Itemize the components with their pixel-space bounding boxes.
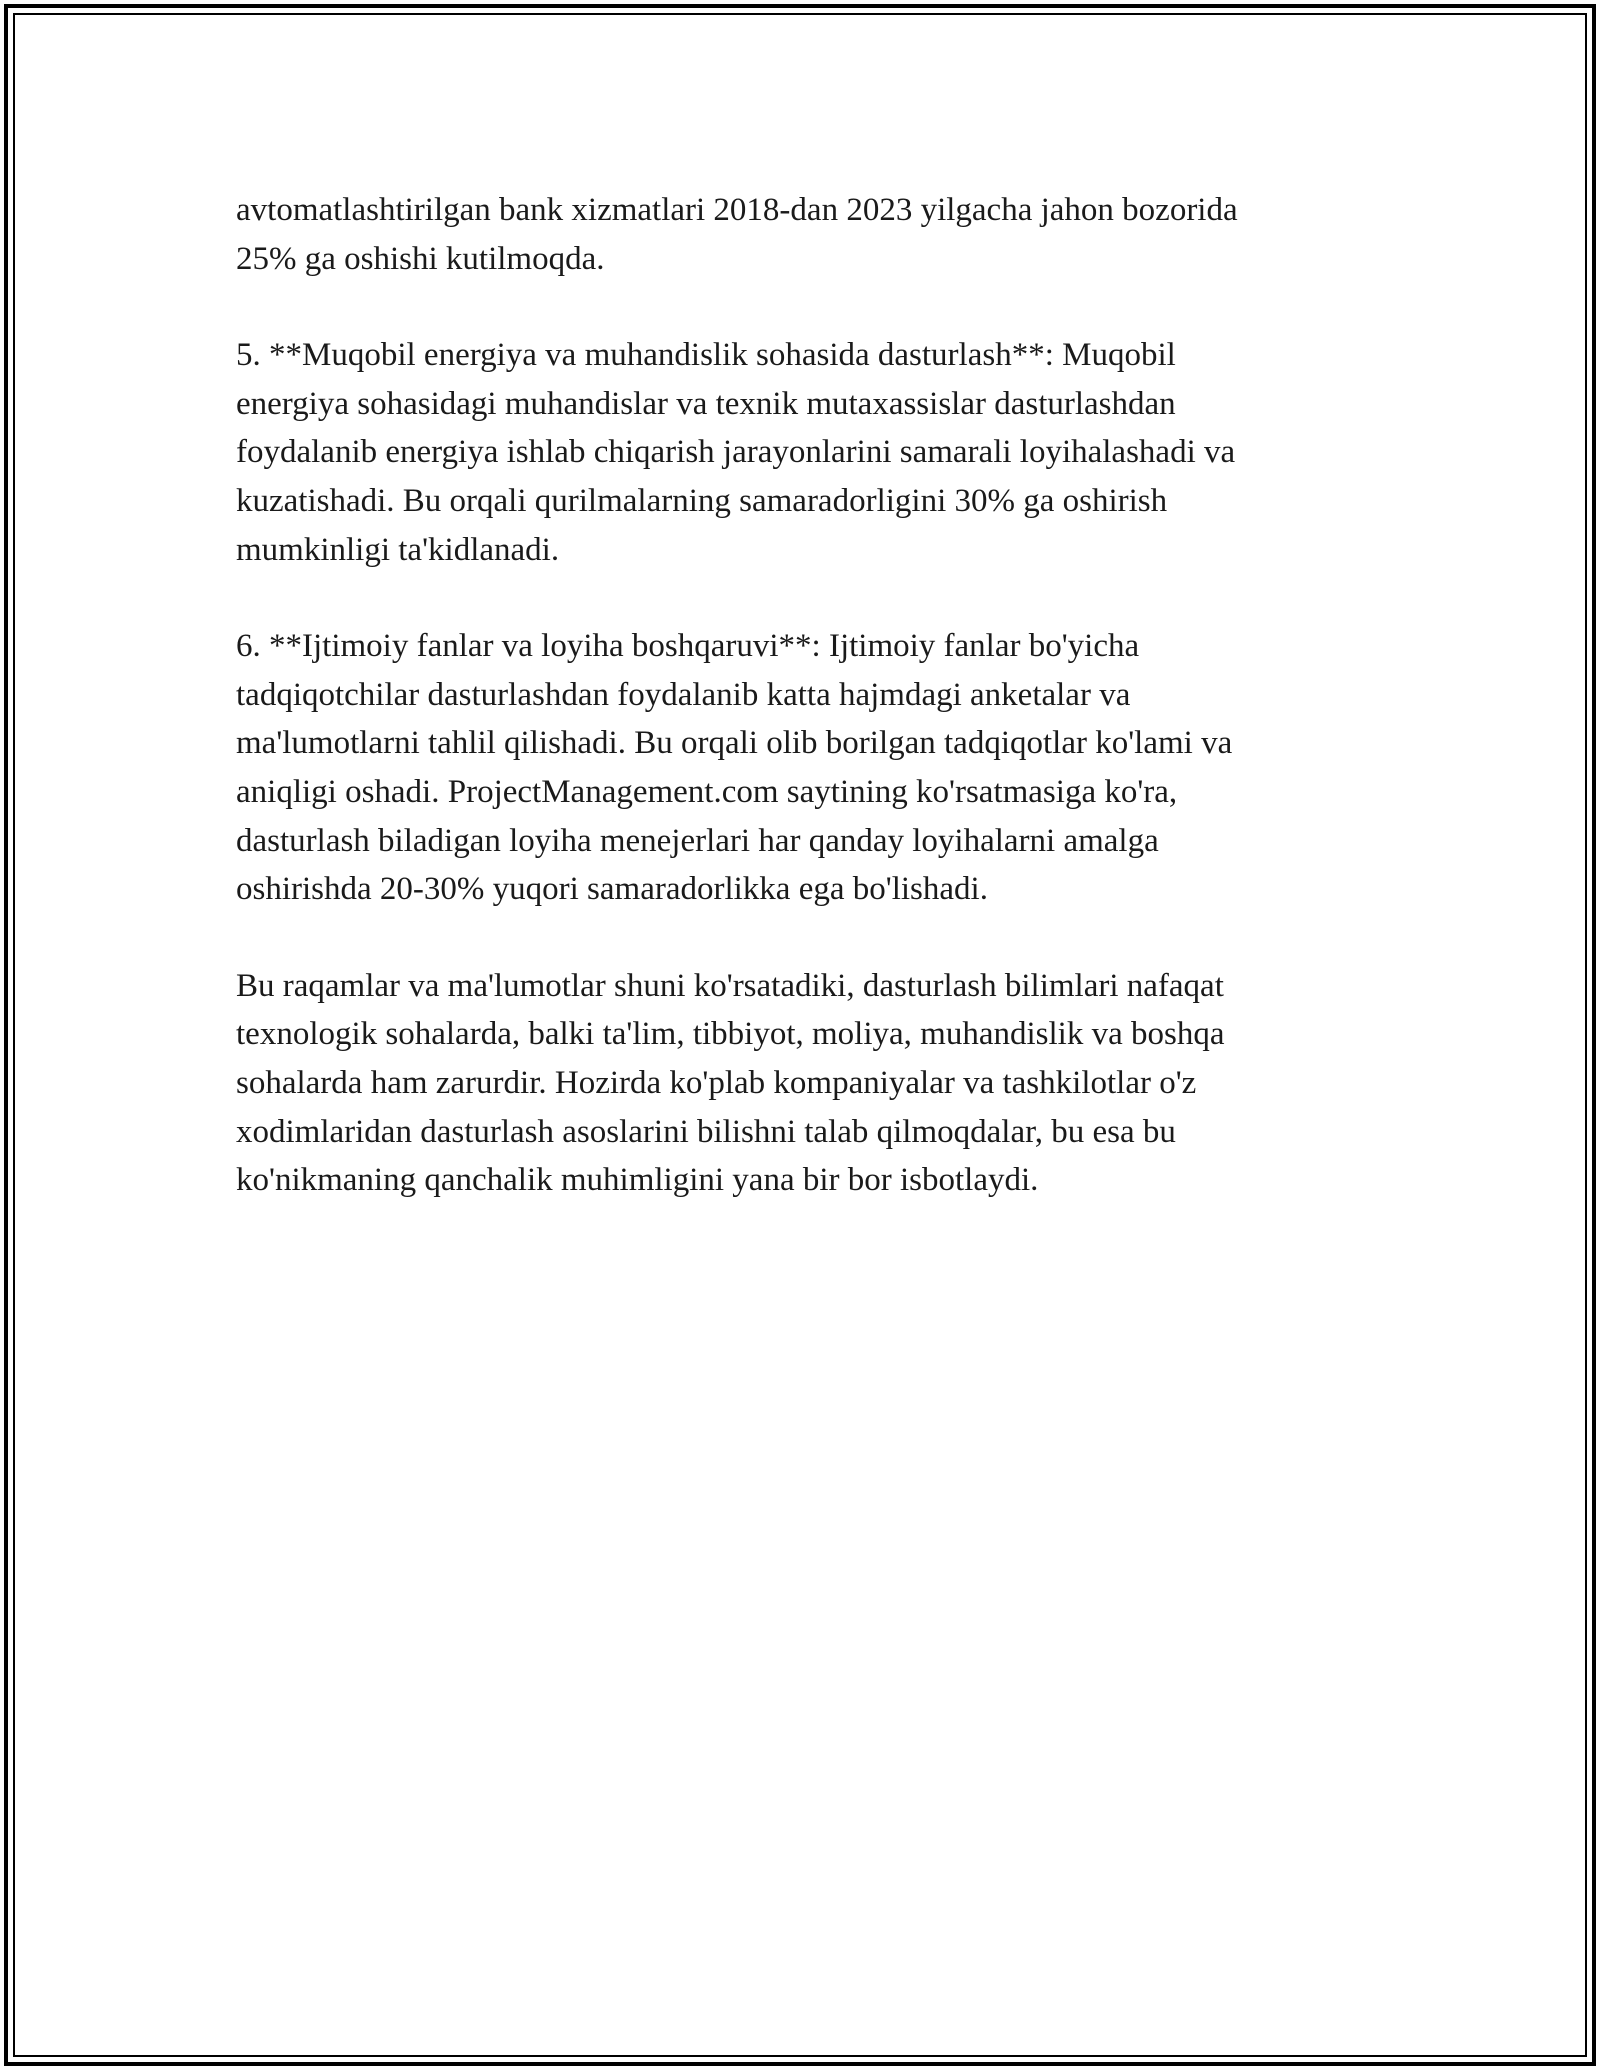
paragraph-item-5-energy: 5. **Muqobil energiya va muhandislik sohasida dasturlash**: Muqobil energiya sohasidagi muhandislar va texnik mutaxassislar dasturlashdan foydalanib energiya ishlab chiqarish jarayonlarini samarali loyihalashadi va kuzatishadi. Bu orqali qurilmalarning samaradorligini 30% ga oshirish mumkinligi ta'kidlanadi. bbox=[236, 337, 1236, 568]
paragraph-item-6-social-sciences: 6. **Ijtimoiy fanlar va loyiha boshqaruvi**: Ijtimoiy fanlar bo'yicha tadqiqotchilar dasturlashdan foydalanib katta hajmdagi anketalar va ma'lumotlarni tahlil qilishadi. Bu orqali olib borilgan tadqiqotlar ko'lami va aniqligi oshadi. ProjectManagement.com saytining ko'rsatmasiga ko'ra, dasturlash biladigan loyiha menejerlari har qanday loyihalarni amalga oshirishda 20-30% yuqori samaradorlikka ega bo'lishadi. bbox=[236, 628, 1233, 908]
paragraph-conclusion: Bu raqamlar va ma'lumotlar shuni ko'rsatadiki, dasturlash bilimlari nafaqat texnologik sohalarda, balki ta'lim, tibbiyot, moliya, muhandislik va boshqa sohalarda ham zarurdir. Hozirda ko'plab kompaniyalar va tashkilotlar o'z xodimlaridan dasturlash asoslarini bilishni talab qilmoqdalar, bu esa bu ko'nikmaning qanchalik muhimligini yana bir bor isbotlaydi. bbox=[236, 967, 1225, 1199]
paragraph-banking-continuation: avtomatlashtirilgan bank xizmatlari 2018-dan 2023 yilgacha jahon bozorida 25% ga oshishi kutilmoqda. bbox=[236, 192, 1238, 277]
document-body bbox=[236, 186, 1366, 1253]
